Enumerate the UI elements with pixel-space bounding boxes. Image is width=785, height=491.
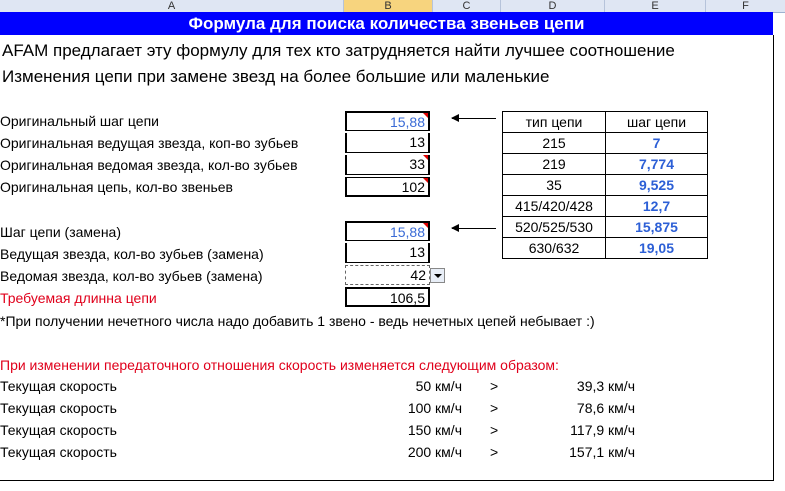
table-header-row xyxy=(503,112,708,133)
speed-arrow-sign: > xyxy=(490,378,499,394)
label-original-driven-sprocket[interactable]: Оригинальная ведомая звезда, кол-во зубьев xyxy=(0,157,298,173)
speed-from[interactable]: 200 км/ч xyxy=(407,444,462,460)
table-cell[interactable]: 219 xyxy=(503,154,606,175)
label-replacement-driven-sprocket[interactable]: Ведомая звезда, кол-во зубьев (замена) xyxy=(0,268,263,284)
speed-from[interactable]: 100 км/ч xyxy=(407,400,462,416)
speed-label[interactable]: Текущая скорость xyxy=(0,444,117,460)
column-header-a[interactable]: A xyxy=(0,0,344,12)
column-header-c[interactable]: C xyxy=(433,0,501,12)
output-required-chain-length[interactable]: 106,5 xyxy=(345,287,430,307)
table-cell[interactable]: 12,7 xyxy=(606,196,708,217)
input-original-pitch[interactable]: 15,88 xyxy=(345,111,430,131)
bottom-border xyxy=(0,480,774,481)
comment-marker-icon xyxy=(423,223,428,228)
dropdown-arrow-button[interactable] xyxy=(430,268,445,283)
speed-arrow-sign: > xyxy=(490,422,499,438)
table-cell[interactable]: 520/525/530 xyxy=(503,217,606,238)
column-header-e[interactable]: E xyxy=(605,0,706,12)
right-border xyxy=(773,35,774,480)
intro-line-2[interactable]: Изменения цепи при замене звезд на более большие или маленькие xyxy=(2,67,550,86)
table-row xyxy=(503,196,708,217)
speed-arrow-sign: > xyxy=(490,444,499,460)
ratio-heading[interactable]: При изменении передаточного отношения скорость изменяется следующим образом: xyxy=(0,357,559,373)
table-cell[interactable]: 15,875 xyxy=(606,217,708,238)
comment-marker-icon xyxy=(423,113,428,118)
input-replacement-drive-sprocket[interactable]: 13 xyxy=(345,243,430,263)
label-original-drive-sprocket[interactable]: Оригинальная ведущая звезда, коп-во зубьев xyxy=(0,135,299,151)
label-required-chain-length[interactable]: Требуемая длинна цепи xyxy=(0,290,157,306)
table-cell[interactable]: 19,05 xyxy=(606,238,708,259)
table-cell[interactable]: 7 xyxy=(606,133,708,154)
table-cell[interactable]: 7,774 xyxy=(606,154,708,175)
input-original-drive-sprocket[interactable]: 13 xyxy=(345,133,430,153)
input-original-driven-sprocket[interactable]: 33 xyxy=(345,155,430,175)
table-header-cell[interactable]: шаг цепи xyxy=(606,112,708,133)
speed-label[interactable]: Текущая скорость xyxy=(0,422,117,438)
arrow-left-icon xyxy=(452,228,496,229)
column-header-d[interactable]: D xyxy=(501,0,605,12)
input-original-chain-links[interactable]: 102 xyxy=(345,177,430,197)
speed-to[interactable]: 157,1 км/ч xyxy=(569,444,635,460)
sheet-title[interactable]: Формула для поиска количества звеньев цепи xyxy=(0,12,773,35)
table-row xyxy=(503,217,708,238)
column-header-f[interactable]: F xyxy=(742,0,749,12)
label-replacement-pitch[interactable]: Шаг цепи (замена) xyxy=(0,224,122,240)
intro-line-1[interactable]: AFAM предлагает эту формулу для тех кто затрудняется найти лучшее соотношение xyxy=(2,41,675,60)
table-cell[interactable]: 215 xyxy=(503,133,606,154)
speed-label[interactable]: Текущая скорость xyxy=(0,400,117,416)
chain-pitch-table xyxy=(502,111,708,259)
table-cell[interactable]: 630/632 xyxy=(503,238,606,259)
table-row xyxy=(503,238,708,259)
table-header-cell[interactable]: тип цепи xyxy=(503,112,606,133)
column-header-b[interactable]: B xyxy=(344,0,433,12)
label-original-pitch[interactable]: Оригинальный шаг цепи xyxy=(0,113,159,129)
speed-to[interactable]: 78,6 км/ч xyxy=(576,400,635,416)
input-replacement-driven-sprocket[interactable]: 42 xyxy=(345,265,430,285)
arrow-left-icon xyxy=(452,118,496,119)
label-replacement-drive-sprocket[interactable]: Ведущая звезда, кол-во зубьев (замена) xyxy=(0,246,264,262)
odd-links-note[interactable]: *При получении нечетного числа надо добавить 1 звено - ведь нечетных цепей небывает :) xyxy=(0,313,595,329)
table-row xyxy=(503,133,708,154)
comment-marker-icon xyxy=(423,178,428,183)
table-row xyxy=(503,154,708,175)
speed-to[interactable]: 117,9 км/ч xyxy=(570,422,635,438)
label-original-chain-links[interactable]: Оригинальная цепь, кол-во звеньев xyxy=(0,179,233,195)
table-cell[interactable]: 415/420/428 xyxy=(503,196,606,217)
comment-marker-icon xyxy=(423,155,428,160)
speed-from[interactable]: 150 км/ч xyxy=(407,422,462,438)
speed-label[interactable]: Текущая скорость xyxy=(0,378,117,394)
table-cell[interactable]: 9,525 xyxy=(606,175,708,196)
table-cell[interactable]: 35 xyxy=(503,175,606,196)
speed-arrow-sign: > xyxy=(490,400,499,416)
input-replacement-pitch[interactable]: 15,88 xyxy=(345,221,430,241)
table-row xyxy=(503,175,708,196)
speed-to[interactable]: 39,3 км/ч xyxy=(576,378,635,394)
speed-from[interactable]: 50 км/ч xyxy=(415,378,462,394)
